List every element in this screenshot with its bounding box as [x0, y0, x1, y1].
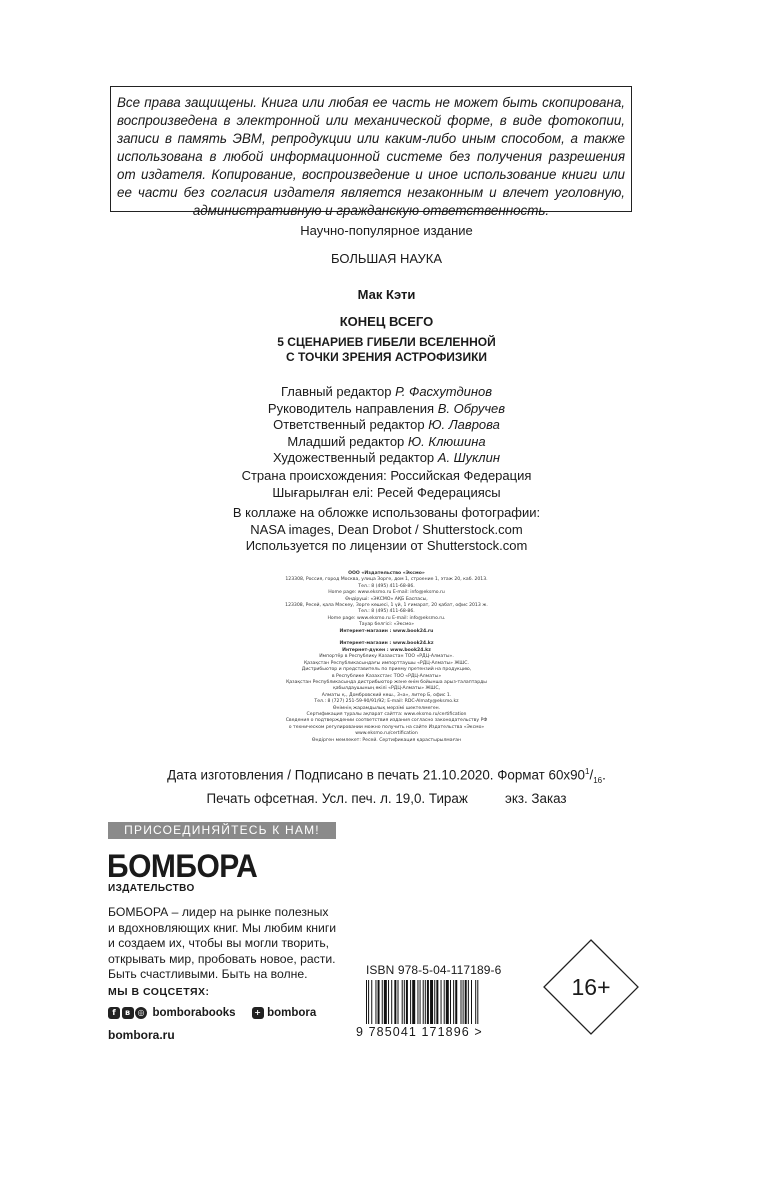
credit-role: Художественный редактор [273, 450, 438, 465]
barcode-bar [450, 980, 451, 1024]
barcode-bar [398, 980, 399, 1024]
print-info-line: Дата изготовления / Подписано в печать 21.10.2020. Формат $60x90^1/_{16}$. [167, 767, 606, 786]
credit-person: В. Обручев [437, 400, 506, 416]
imprint-line: Сертификация туралы ақпарат сайтта: www.eksmo.ru/certification [306, 711, 467, 717]
facebook-icon[interactable]: f [108, 1007, 120, 1019]
series-name: БОЛЬШАЯ НАУКА [331, 251, 442, 266]
barcode-bar [455, 980, 457, 1024]
barcode-bar [410, 980, 411, 1024]
cover-credit-line: Используется по лицензии от Shutterstock.com [245, 538, 528, 553]
about-line: Быть счастливыми. Быть на волне. [108, 967, 308, 982]
imprint-line: Home page: www.eksmo.ru E-mail: info@eksmo.ru [328, 590, 445, 596]
imprint-line: 123308, Россия, город Москва, улица Зорге, дом 1, строение 1, этаж 20, каб. 2013. [285, 577, 488, 583]
subtitle-line: С ТОЧКИ ЗРЕНИЯ АСТРОФИЗИКИ [285, 350, 488, 364]
barcode-bar [388, 980, 389, 1024]
credit-line [0, 417, 773, 434]
plus-icon[interactable]: + [252, 1007, 264, 1019]
barcode-bar [368, 980, 369, 1024]
join-us-banner: ПРИСОЕДИНЯЙТЕСЬ К НАМ! [108, 822, 336, 839]
author-name: Мак Кэти [357, 287, 416, 302]
barcode-bar [475, 980, 476, 1024]
barcode-bar [434, 980, 435, 1024]
barcode-bar [477, 980, 478, 1024]
print-info-punct: . [602, 767, 606, 783]
origin-block [0, 468, 773, 501]
rights-line: использована в любой информационной системе без получения разрешения [117, 149, 625, 164]
credit-person: Ю. Клюшина [407, 433, 486, 449]
barcode-bar [384, 980, 387, 1024]
imprint-line: www.eksmo.ru/certification [355, 731, 418, 737]
origin-ru: Страна происхождения: Российская Федерация [241, 468, 532, 483]
social-handle-bombora[interactable]: bombora [267, 1007, 317, 1019]
barcode-bar [394, 980, 396, 1024]
imprint-line: Интернет-магазин : www.book24.kz [339, 641, 434, 647]
barcode-bar [427, 980, 429, 1024]
barcode-digits: 9 785041 171896 > [356, 1025, 483, 1039]
subtitle-line: 5 СЦЕНАРИЕВ ГИБЕЛИ ВСЕЛЕННОЙ [277, 335, 496, 349]
imprint-line: Home page: www.eksmo.ru E-mail: info@eksmo.ru. [327, 615, 446, 621]
barcode-bar [441, 980, 442, 1024]
imprint-line: Өндірген мемлекет: Ресей. Сертификация қарастырылмаған [311, 737, 462, 743]
barcode-bar [453, 980, 454, 1024]
book-subtitle [0, 335, 773, 365]
barcode-bar [382, 980, 383, 1024]
imprint-line: Тел.: 8 (495) 411-68-86. [358, 609, 415, 615]
imprint-line: Импортёр в Республику Казахстан ТОО «РДЦ-Алматы». [319, 654, 454, 660]
imprint-line: о техническом регулировании можно получить на сайте Издательства «Эксмо» [288, 724, 485, 730]
barcode-bar [391, 980, 392, 1024]
barcode-bar [423, 980, 424, 1024]
barcode-bar [468, 980, 469, 1024]
age-rating: 16+ [571, 974, 611, 1000]
barcode-bar [463, 980, 464, 1024]
barcode-bar [461, 980, 462, 1024]
barcode-bar [412, 980, 415, 1024]
imprint-line: Өндіруші: «ЭКСМО» АҚБ Баспасы, [345, 596, 428, 602]
book-title: КОНЕЦ ВСЕГО [339, 314, 434, 329]
credit-person: Р. Фасхутдинов [395, 384, 493, 399]
rights-line: административную и гражданскую ответственность. [192, 203, 550, 218]
barcode-bar [366, 980, 367, 1024]
rights-line: записи в память ЭВМ, репродукции или каким-либо иным способом, а также [117, 131, 625, 146]
cover-photo-credits [0, 505, 773, 555]
imprint-line: Интернет-магазин : www.book24.ru [339, 628, 434, 634]
imprint-line: Тауар белгісі: «Эксмо» [358, 622, 415, 628]
credit-role: Ответственный редактор [273, 417, 429, 432]
publisher-imprint [0, 571, 773, 744]
cover-credit-line: NASA images, Dean Drobot / Shutterstock.com [250, 521, 523, 537]
rights-line: ее части без согласия издателя является незаконным и влечет уголовную, [117, 185, 625, 200]
credit-person: Ю. Лаврова [428, 417, 500, 432]
imprint-line: қабылдаушының өкілі «РДЦ-Алматы» ЖШС, [332, 686, 441, 692]
barcode-bar [444, 980, 445, 1024]
rights-notice-box [110, 86, 632, 218]
imprint-line: Тел.: 8 (727) 251-59-90/91/92; E-mail: RDC-Almaty@eksmo.kz [314, 699, 459, 705]
isbn-label: ISBN 978-5-04-117189-6 [366, 963, 502, 977]
print-info [0, 763, 773, 808]
barcode-bar [420, 980, 421, 1024]
barcode-bar [471, 980, 472, 1024]
about-line: БОМБОРА – лидер на рынке полезных [108, 905, 329, 919]
imprint-line: Қазақстан Республикасында дистрибьютор және өнім бойынша арыз-талаптарды [286, 679, 487, 685]
format-fraction-denominator: 16 [593, 776, 603, 786]
credit-role: Руководитель направления [267, 400, 438, 416]
barcode-bar [436, 980, 438, 1024]
barcode-bar [465, 980, 467, 1024]
about-line: открывать мир, пробовать новое, расти. [108, 951, 336, 966]
print-date-format: Дата изготовления / Подписано в печать 21.10.2020. Формат 60x90 [167, 767, 585, 783]
publisher-logo-subtitle: ИЗДАТЕЛЬСТВО [108, 883, 195, 894]
imprint-line: Өнімнің жарамдылық мерзімі шектелмеген. [332, 705, 441, 711]
imprint-line: Сведения о подтверждении соответствия издания согласно законодательству РФ [285, 718, 488, 724]
social-title: МЫ В СОЦСЕТЯХ: [108, 986, 210, 998]
imprint-line: Дистрибьютор и представитель по приему претензий на продукцию, [301, 667, 472, 673]
publisher-about [108, 905, 336, 983]
credit-line [0, 401, 773, 418]
imprint-line: в Республике Казахстан: ТОО «РДЦ-Алматы» [331, 673, 442, 679]
barcode-bar [371, 980, 372, 1024]
imprint-line: 123308, Ресей, қала Мәскеу, Зорге көшесі, 1 үй, 1 ғимарат, 20 қабат, офис 2013 ж. [285, 603, 488, 609]
imprint-line: Алматы қ., Домбровский көш., 3«а», литер Б, офис 1. [321, 692, 452, 698]
barcode-bar [406, 980, 408, 1024]
credit-person: А. Шуклин [437, 450, 500, 465]
imprint-line: Интернет-дүкен : www.book24.kz [342, 647, 431, 653]
rights-line: Все права защищены. Книга или любая ее часть не может быть скопирована, [117, 95, 625, 110]
instagram-icon[interactable]: ◎ [135, 1007, 147, 1019]
rights-line: от издателя. Копирование, воспроизведение и иное использование книги или [117, 167, 625, 182]
about-line: и вдохновляющих книг. Мы любим книги [108, 920, 337, 935]
imprint-line: ООО «Издательство «Эксмо» [348, 571, 425, 576]
barcode-bar [425, 980, 426, 1024]
credit-role: Младший редактор [287, 433, 408, 449]
barcode-bar [375, 980, 376, 1024]
social-links [108, 1006, 316, 1020]
imprint-line: Қазақстан Республикасындағы импорттаушы «РДЦ-Алматы» ЖШС. [304, 660, 469, 666]
publisher-website[interactable]: bombora.ru [108, 1028, 175, 1042]
social-handle-books[interactable]: bomborabooks [152, 1007, 236, 1019]
edition-type: Научно-популярное издание [300, 223, 473, 238]
barcode-bar [430, 980, 433, 1024]
credit-line [0, 434, 773, 451]
credit-role: Главный редактор [280, 384, 396, 399]
barcode-bar [378, 980, 380, 1024]
barcode-bar [446, 980, 449, 1024]
barcode-bar [402, 980, 403, 1024]
credit-line [0, 384, 773, 401]
barcode-bar [417, 980, 418, 1024]
vk-icon[interactable]: в [122, 1007, 134, 1019]
rights-line: воспроизведена в электронной или механической форме, в виде фотокопии, [117, 113, 625, 128]
isbn-barcode [366, 980, 512, 1024]
imprint-line: Тел.: 8 (495) 411-68-86. [358, 583, 415, 589]
cover-credit-line: В коллаже на обложке использованы фотографии: [232, 505, 541, 520]
print-run-line: Печать офсетная. Усл. печ. л. 19,0. Тираж экз. Заказ [206, 791, 567, 807]
barcode-bar [404, 980, 405, 1024]
origin-kz: Шығарылған елі: Ресей Федерациясы [272, 484, 501, 500]
credit-line [0, 450, 773, 467]
about-line: и создаем их, чтобы вы могли творить, [108, 936, 330, 951]
format-fraction-numerator: 1 [585, 767, 590, 776]
editorial-credits [0, 384, 773, 467]
publisher-logo: БОМБОРА [107, 849, 258, 885]
